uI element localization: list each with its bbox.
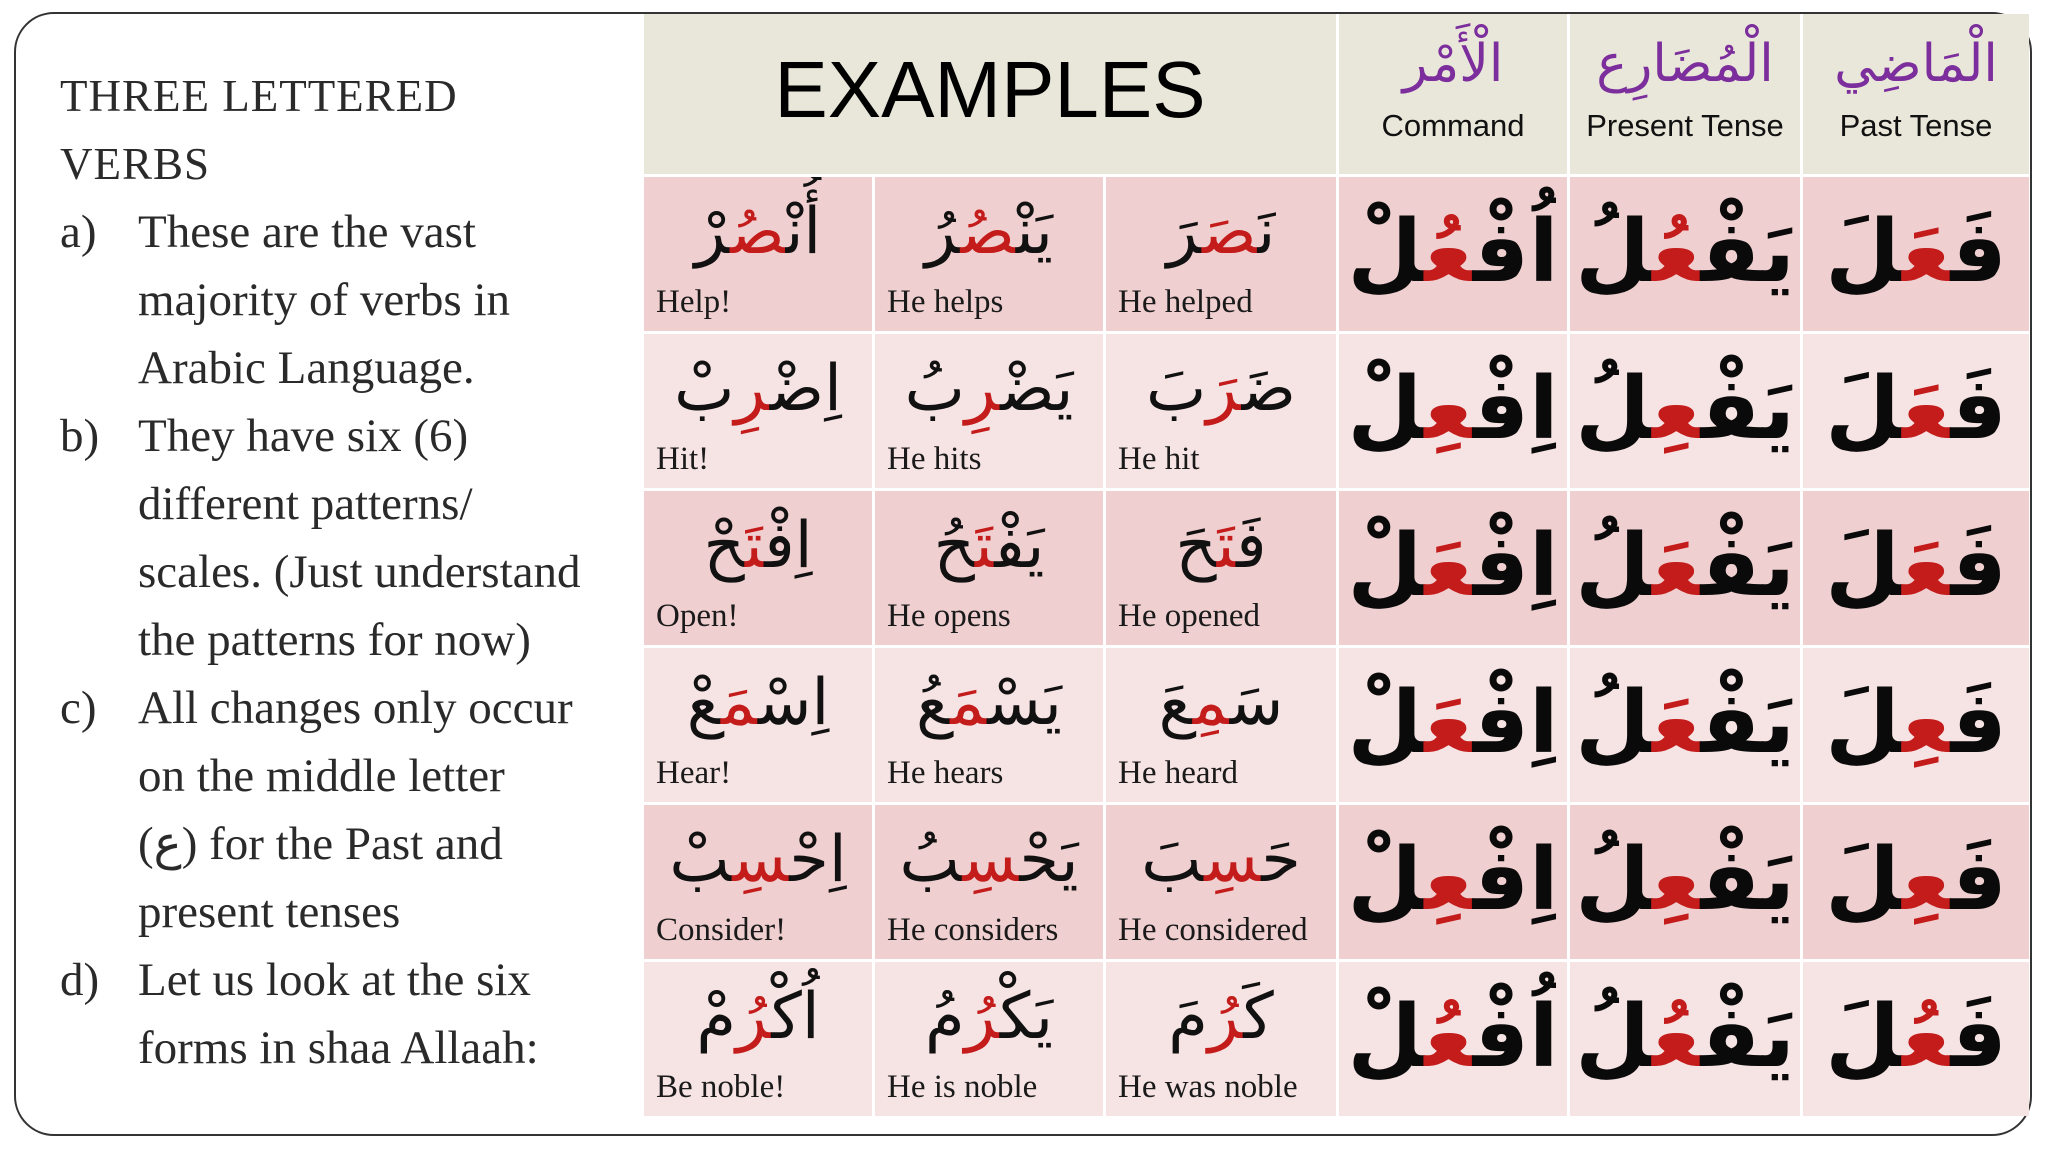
word-part: لَ [1825,830,1902,930]
word-part: لُ [1575,516,1652,616]
bullet-line: scales. (Just understand [138,546,581,598]
word-part: مُ [924,980,965,1054]
example-english-meaning: Hear! [656,755,732,791]
word-part: لَ [1825,987,1902,1087]
slide-heading [60,62,640,198]
middle-letter-highlight: صُ [730,195,786,269]
pattern-arabic-word [1803,825,2029,935]
pattern-arabic-word [1803,354,2029,464]
bullet-line: on the middle letter [138,750,505,802]
pattern-arabic-word [1803,197,2029,307]
example-arabic-word [875,972,1103,1062]
word-part: فَ [1236,509,1267,583]
example-cell [1106,334,1336,488]
middle-letter-highlight: مِ [1192,666,1230,740]
bullet-line: (ع) for the Past and [138,818,503,870]
middle-letter-highlight: عَ [1901,359,1951,459]
example-english-meaning: He considers [887,912,1059,948]
word-part: بُ [904,352,965,426]
example-arabic-word [1106,344,1336,434]
middle-letter-highlight: عَ [1901,516,1951,616]
examples-header: EXAMPLES [644,14,1336,174]
word-part: عُ [916,666,951,740]
heading-line: VERBS [60,139,211,189]
word-part: فَ [1950,202,2007,302]
word-part: يَفْ [1700,359,1795,459]
word-part: اُفْ [1472,202,1559,302]
example-arabic-word [1106,815,1336,905]
middle-letter-highlight: عُ [1901,987,1951,1087]
present-header-arabic: الْمُضَارِع [1596,34,1774,94]
middle-letter-highlight: عِ [1652,830,1701,930]
word-part: لَ [1825,516,1902,616]
example-english-meaning: He opened [1118,598,1261,634]
middle-letter-highlight: عَ [1424,516,1473,616]
middle-letter-highlight: صُ [960,195,1016,269]
pattern-cell [1339,334,1567,488]
word-part: مْ [696,980,737,1054]
word-part: لَ [1825,673,1902,773]
bullet-line: These are the vast [138,206,476,258]
word-part: اِضْ [769,352,842,426]
middle-letter-highlight: عَ [1901,202,1951,302]
word-part: يَسْ [987,666,1062,740]
example-arabic-word [875,187,1103,277]
example-english-meaning: He hit [1118,441,1200,477]
example-cell [1106,962,1336,1116]
word-part: اُكْ [771,980,820,1054]
word-part: اِفْ [1472,359,1559,459]
example-english-meaning: He opens [887,598,1011,634]
word-part: حُ [933,509,975,583]
present-header-english: Present Tense [1586,108,1784,143]
word-part: يَفْ [1700,830,1795,930]
word-part: اِفْ [1472,830,1559,930]
middle-letter-highlight: رِ [734,352,770,426]
bullet-body [138,674,640,946]
word-part: لْ [1347,359,1425,459]
example-arabic-word [644,187,872,277]
middle-letter-highlight: رَ [1206,352,1242,426]
pattern-cell [1803,177,2029,331]
word-part: يَكْ [999,980,1054,1054]
example-arabic-word [1106,501,1336,591]
example-cell [875,334,1103,488]
example-cell [644,648,872,802]
example-cell [875,177,1103,331]
example-arabic-word [1106,972,1336,1062]
example-arabic-word [644,658,872,748]
word-part: بَ [1141,823,1205,897]
word-part: رَ [1166,195,1202,269]
bullet-item [60,946,640,1082]
bullet-line: Arabic Language. [138,342,475,394]
pattern-cell [1570,962,1800,1116]
example-arabic-word [1106,658,1336,748]
example-arabic-word [1106,187,1336,277]
pattern-cell [1339,177,1567,331]
pattern-arabic-word [1339,511,1567,621]
command-header-english: Command [1381,108,1525,143]
bullet-list [60,198,640,1082]
example-cell [875,648,1103,802]
word-part: يَفْ [994,509,1045,583]
word-part: يَحْ [1019,823,1079,897]
past-header-arabic: الْمَاضِي [1834,34,1998,94]
example-arabic-word [875,501,1103,591]
word-part: رْ [694,195,731,269]
intro-text-panel [60,62,640,1082]
example-cell [1106,491,1336,645]
word-part: لُ [1575,359,1652,459]
example-arabic-word [644,972,872,1062]
pattern-cell [1570,648,1800,802]
middle-letter-highlight: رُ [736,980,772,1054]
word-part: لْ [1347,202,1425,302]
past-tense-column-header [1803,14,2029,174]
pattern-arabic-word [1803,668,2029,778]
bullet-marker: c) [60,682,97,734]
example-arabic-word [644,501,872,591]
example-english-meaning: Open! [656,598,739,634]
middle-letter-highlight: رُ [964,980,1000,1054]
example-arabic-word [875,658,1103,748]
pattern-arabic-word [1339,982,1567,1092]
word-part: اُفْ [1472,987,1559,1087]
bullet-item [60,402,640,674]
example-english-meaning: He is noble [887,1069,1038,1105]
example-english-meaning: Hit! [656,441,710,477]
pattern-arabic-word [1339,825,1567,935]
word-part: أُنْ [785,195,822,269]
pattern-arabic-word [1803,982,2029,1092]
example-english-meaning: He heard [1118,755,1239,791]
pattern-cell [1803,962,2029,1116]
pattern-cell [1803,491,2029,645]
bullet-line: Let us look at the six [138,954,531,1006]
pattern-arabic-word [1339,354,1567,464]
example-arabic-word [875,815,1103,905]
bullet-marker: a) [60,206,97,258]
middle-letter-highlight: عِ [1424,830,1473,930]
example-cell [644,177,872,331]
word-part: مَ [1168,980,1208,1054]
pattern-cell [1339,962,1567,1116]
middle-letter-highlight: عِ [1424,359,1473,459]
example-cell [1106,648,1336,802]
example-english-meaning: He hits [887,441,982,477]
bullet-line: present tenses [138,886,401,938]
word-part: لْ [1347,673,1425,773]
word-part: لْ [1347,516,1425,616]
past-header-english: Past Tense [1839,108,1993,143]
word-part: حَ [1175,509,1217,583]
bullet-line: majority of verbs in [138,274,511,326]
middle-letter-highlight: مَ [950,666,988,740]
middle-letter-highlight: عَ [1652,516,1701,616]
middle-letter-highlight: رُ [1207,980,1244,1054]
bullet-line: They have six (6) [138,410,469,462]
word-part: حْ [703,509,745,583]
pattern-cell [1339,648,1567,802]
example-cell [1106,805,1336,959]
bullet-body [138,402,640,674]
example-cell [644,962,872,1116]
middle-letter-highlight: عُ [1652,987,1701,1087]
verb-pattern-table [644,14,2014,1116]
example-arabic-word [644,815,872,905]
pattern-arabic-word [1570,354,1800,464]
word-part: بُ [899,823,963,897]
word-part: يَنْ [1015,195,1053,269]
word-part: لَ [1825,202,1902,302]
middle-letter-highlight: عَ [1652,673,1701,773]
pattern-cell [1803,334,2029,488]
example-english-meaning: He helps [887,284,1004,320]
word-part: حَ [1261,823,1301,897]
bullet-line: different patterns/ [138,478,473,530]
word-part: اِفْ [1472,516,1559,616]
middle-letter-highlight: رِ [964,352,1001,426]
bullet-marker: b) [60,410,100,462]
word-part: كَ [1243,980,1274,1054]
example-cell [875,805,1103,959]
middle-letter-highlight: تَ [974,509,995,583]
bullet-item [60,674,640,946]
pattern-cell [1570,805,1800,959]
word-part: لُ [1575,987,1652,1087]
middle-letter-highlight: عِ [1652,359,1701,459]
middle-letter-highlight: عِ [1901,830,1951,930]
word-part: فَ [1950,673,2007,773]
pattern-cell [1570,177,1800,331]
bullet-marker: d) [60,954,100,1006]
pattern-arabic-word [1339,668,1567,778]
word-part: اِفْ [764,509,813,583]
example-english-meaning: He was noble [1118,1069,1298,1105]
word-part: يَضْ [1000,352,1074,426]
pattern-cell [1803,648,2029,802]
middle-letter-highlight: عُ [1652,202,1701,302]
example-arabic-word [875,344,1103,434]
present-tense-column-header [1570,14,1800,174]
command-header-arabic: الْأَمْر [1402,34,1504,94]
pattern-cell [1339,805,1567,959]
word-part: لْ [1347,987,1425,1087]
word-part: يَفْ [1700,673,1795,773]
pattern-arabic-word [1570,511,1800,621]
middle-letter-highlight: عِ [1901,673,1951,773]
middle-letter-highlight: عَ [1424,673,1473,773]
pattern-cell [1803,805,2029,959]
pattern-arabic-word [1570,197,1800,307]
example-english-meaning: He helped [1118,284,1253,320]
pattern-cell [1339,491,1567,645]
bullet-body [138,946,640,1082]
word-part: بَ [1146,352,1207,426]
pattern-arabic-word [1570,982,1800,1092]
middle-letter-highlight: سِ [1204,823,1262,897]
example-english-meaning: He hears [887,755,1004,791]
word-part: نَ [1257,195,1276,269]
example-english-meaning: Be noble! [656,1069,786,1105]
pattern-cell [1570,491,1800,645]
word-part: فَ [1950,987,2007,1087]
example-english-meaning: Help! [656,284,732,320]
middle-letter-highlight: تَ [744,509,765,583]
middle-letter-highlight: عُ [1424,987,1473,1087]
word-part: لُ [1575,202,1652,302]
middle-letter-highlight: عُ [1424,202,1473,302]
example-cell [875,491,1103,645]
bullet-line: the patterns for now) [138,614,531,666]
pattern-arabic-word [1570,668,1800,778]
bullet-item [60,198,640,402]
middle-letter-highlight: تَ [1216,509,1237,583]
word-part: لُ [1575,830,1652,930]
middle-letter-highlight: سِ [732,823,790,897]
example-cell [644,491,872,645]
example-cell [875,962,1103,1116]
word-part: اِحْ [789,823,847,897]
word-part: يَفْ [1700,516,1795,616]
pattern-arabic-word [1803,511,2029,621]
word-part: سَ [1229,666,1284,740]
bullet-line: All changes only occur [138,682,573,734]
pattern-arabic-word [1339,197,1567,307]
word-part: ضَ [1241,352,1296,426]
example-cell [644,805,872,959]
example-cell [1106,177,1336,331]
middle-letter-highlight: مَ [720,666,758,740]
word-part: اِفْ [1472,673,1559,773]
word-part: عَ [1158,666,1193,740]
example-cell [644,334,872,488]
word-part: فَ [1950,359,2007,459]
example-arabic-word [644,344,872,434]
word-part: اِسْ [757,666,830,740]
word-part: بْ [669,823,733,897]
example-english-meaning: Consider! [656,912,787,948]
pattern-cell [1570,334,1800,488]
word-part: لُ [1575,673,1652,773]
middle-letter-highlight: سِ [962,823,1020,897]
word-part: رُ [925,195,961,269]
bullet-line: forms in shaa Allaah: [138,1022,539,1074]
pattern-arabic-word [1570,825,1800,935]
word-part: فَ [1950,516,2007,616]
bullet-body [138,198,640,402]
word-part: لَ [1825,359,1902,459]
word-part: لْ [1347,830,1425,930]
middle-letter-highlight: صَ [1202,195,1258,269]
heading-line: THREE LETTERED [60,71,458,121]
word-part: عْ [686,666,721,740]
word-part: يَفْ [1700,202,1795,302]
example-english-meaning: He considered [1118,912,1308,948]
word-part: بْ [674,352,735,426]
word-part: فَ [1950,830,2007,930]
command-column-header [1339,14,1567,174]
word-part: يَفْ [1700,987,1795,1087]
